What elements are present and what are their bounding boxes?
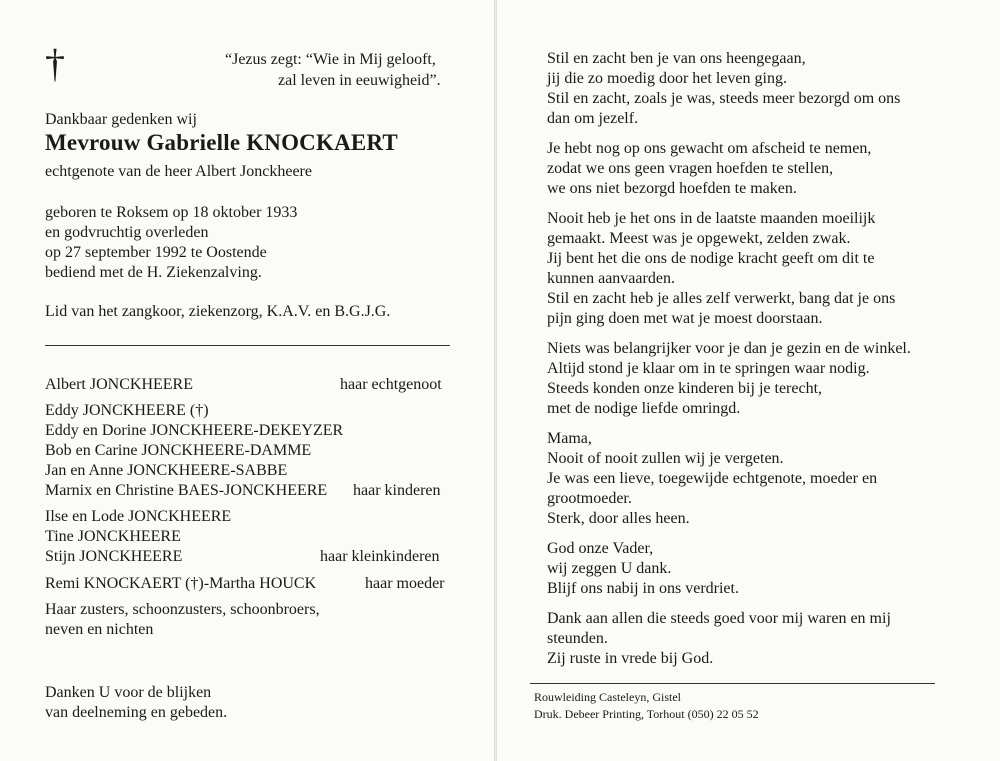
family-name: Ilse en Lode JONCKHEERE xyxy=(45,508,232,525)
verse-line: jij die zo moedig door het leven ging. xyxy=(547,70,787,87)
membership-text: Lid van het zangkoor, ziekenzorg, K.A.V. en B.G.J.G. xyxy=(45,303,391,320)
family-relation: haar moeder xyxy=(365,575,445,592)
verse-line: Stil en zacht ben je van ons heengegaan, xyxy=(547,50,806,67)
verse-line: Mama, xyxy=(547,430,592,447)
family-name: Remi KNOCKAERT (†)-Martha HOUCK xyxy=(45,575,317,592)
verse-line: Blijf ons nabij in ons verdriet. xyxy=(547,580,739,597)
verse-line: pijn ging doen met wat je moest doorstaan. xyxy=(547,310,823,327)
deceased-name: Mevrouw Gabrielle KNOCKAERT xyxy=(45,130,398,155)
family-name: Eddy en Dorine JONCKHEERE-DEKEYZER xyxy=(45,422,344,439)
verse-stanza xyxy=(547,209,967,329)
verse-line: kunnen aanvaarden. xyxy=(547,270,675,287)
verse-line: wij zeggen U dank. xyxy=(547,560,672,577)
thanks-line: van deelneming en gebeden. xyxy=(45,704,228,721)
family-relation: haar echtgenoot xyxy=(340,376,442,393)
family-name: Albert JONCKHEERE xyxy=(45,376,193,393)
verse-line: zodat we ons geen vragen hoefden te stellen, xyxy=(547,160,834,177)
verse-line: Sterk, door alles heen. xyxy=(547,510,690,527)
verse-stanza xyxy=(547,139,967,199)
family-name: Eddy JONCKHEERE (†) xyxy=(45,402,209,419)
verse-line: we ons niet bezorgd hoefden te maken. xyxy=(547,180,797,197)
verse-line: God onze Vader, xyxy=(547,540,654,557)
family-name: Bob en Carine JONCKHEERE-DAMME xyxy=(45,442,312,459)
verse-line: Nooit of nooit zullen wij je vergeten. xyxy=(547,450,784,467)
verse-line: Je was een lieve, toegewijde echtgenote, moeder en xyxy=(547,470,878,487)
funeral-director: Rouwleiding Casteleyn, Gistel xyxy=(534,690,681,704)
verse-line: Jij bent het die ons de nodige kracht geeft om dit te xyxy=(547,250,875,267)
verse-line: Nooit heb je het ons in de laatste maanden moeilijk xyxy=(547,210,876,227)
verse-line: Zij ruste in vrede bij God. xyxy=(547,650,714,667)
left-page xyxy=(0,0,495,761)
bio-line: en godvruchtig overleden xyxy=(45,224,209,241)
quote-line-1: “Jezus zegt: “Wie in Mij gelooft, xyxy=(225,51,436,68)
verse-line: grootmoeder. xyxy=(547,490,632,507)
footer-divider xyxy=(530,683,935,684)
bio-line: op 27 september 1992 te Oostende xyxy=(45,244,267,261)
family-name: Tine JONCKHEERE xyxy=(45,528,181,545)
verse-line: gemaakt. Meest was je opgewekt, zelden zwak. xyxy=(547,230,851,247)
verse-line: Stil en zacht, zoals je was, steeds meer bezorgd om ons xyxy=(547,90,901,107)
verse-line: Dank aan allen die steeds goed voor mij waren en mij xyxy=(547,610,891,627)
intro-text: Dankbaar gedenken wij xyxy=(45,111,197,128)
spouse-line: echtgenote van de heer Albert Jonckheere xyxy=(45,163,312,180)
verse-stanza xyxy=(547,539,967,599)
verse-line: dan om jezelf. xyxy=(547,110,639,127)
verse-line: met de nodige liefde omringd. xyxy=(547,400,741,417)
divider xyxy=(45,345,450,346)
verse-line: Steeds konden onze kinderen bij je terecht, xyxy=(547,380,823,397)
verse-stanza xyxy=(547,339,967,419)
verse-line: Altijd stond je klaar om in te springen waar nodig. xyxy=(547,360,870,377)
family-name: Marnix en Christine BAES-JONCKHEERE xyxy=(45,482,328,499)
verse-stanza xyxy=(547,609,967,669)
verse-line: steunden. xyxy=(547,630,608,647)
verse-stanza xyxy=(547,49,967,129)
quote-line-2: zal leven in eeuwigheid”. xyxy=(278,72,441,89)
family-name: Stijn JONCKHEERE xyxy=(45,548,183,565)
verse-line: Je hebt nog op ons gewacht om afscheid te nemen, xyxy=(547,140,872,157)
verse-stanza xyxy=(547,429,967,529)
bio-line: geboren te Roksem op 18 oktober 1933 xyxy=(45,204,298,221)
verse-line: Niets was belangrijker voor je dan je gezin en de winkel. xyxy=(547,340,911,357)
printer-line: Druk. Debeer Printing, Torhout (050) 22 05 52 xyxy=(534,707,759,721)
family-name: Jan en Anne JONCKHEERE-SABBE xyxy=(45,462,288,479)
family-name: Haar zusters, schoonzusters, schoonbroers, xyxy=(45,601,320,618)
family-relation: haar kleinkinderen xyxy=(320,548,440,565)
memorial-verse xyxy=(547,49,967,679)
cross-icon: † xyxy=(45,41,65,86)
thanks-line: Danken U voor de blijken xyxy=(45,684,212,701)
family-relation: haar kinderen xyxy=(353,482,441,499)
family-name: neven en nichten xyxy=(45,621,154,638)
right-page xyxy=(497,0,1000,761)
bio-line: bediend met de H. Ziekenzalving. xyxy=(45,264,262,281)
verse-line: Stil en zacht heb je alles zelf verwerkt, bang dat je ons xyxy=(547,290,896,307)
